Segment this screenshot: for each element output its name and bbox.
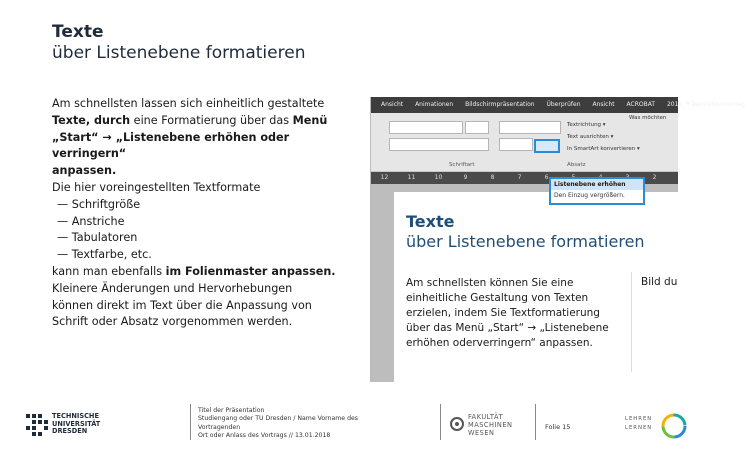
slide-title-line-1: Texte [406,212,455,231]
body-line [52,264,357,281]
tooltip-description: Den Einzug vergrößern. [554,192,625,199]
fak-line: MASCHINEN [468,421,513,429]
body-line: Die hier voreingestellten Textformate [52,180,261,194]
list-buttons[interactable] [499,121,561,134]
tu-line: TECHNISCHE [52,412,99,420]
align-buttons[interactable] [499,138,533,151]
ruler-number: 12 [380,174,389,181]
page-title [52,22,305,64]
font-format-row[interactable] [389,138,489,151]
group-label-absatz: Absatz [567,162,586,168]
tab-acrobat[interactable]: ACROBAT [626,101,656,108]
tu-line: UNIVERSITÄT [52,419,101,428]
slide-title-line-2: über Listenebene formatieren [406,232,645,251]
footer-divider [535,404,536,440]
title-line-2: über Listenebene formatieren [52,43,306,63]
smartart-button[interactable]: In SmartArt konvertieren ▾ [567,146,640,152]
ruler-number: 8 [490,174,495,181]
footer-info-line: Titel der Präsentation [198,407,265,414]
tooltip-title: Listenebene erhöhen [551,179,643,190]
list-item: — Schriftgröße [57,197,141,211]
slide-body: Am schnellsten können Sie eine einheitliche Gestaltung von Texten erzielen, indem Sie Textformatierung über das Menü „Start“ → „Listenebene erhöhen oderverringern“ anpassen. [406,277,609,349]
lehren-lernen-wordmark [625,415,652,433]
list-item: — Tabulatoren [57,231,138,245]
ldl-line: LEHREN [625,416,653,422]
ruler-number: 11 [407,174,416,181]
fak-line: WESEN [468,429,495,437]
body-line: Am schnellsten lassen sich einheitlich gestaltete [52,97,325,110]
slide-canvas [371,184,678,382]
ribbon-tab-bar [371,97,745,113]
fakultaet-gear-icon [448,413,466,435]
footer-divider [440,404,441,440]
list-item: — Textfarbe, etc. [57,248,152,262]
ruler-number: 9 [463,174,468,181]
ruler-number: 2 [652,174,657,181]
fak-line: FAKULTÄT [468,413,503,421]
tell-me-input[interactable]: Was möchten [629,115,667,121]
tab-ansicht-2[interactable]: Ansicht [592,101,615,108]
tab-animationen[interactable]: Animationen [415,101,454,108]
bold-text: Menü [292,113,328,127]
ldl-line: LERNEN [625,425,653,431]
bold-text: im Folienmaster anpassen. [165,264,336,278]
tu-dresden-wordmark [52,413,100,436]
footer-info-line: Studiengang oder TU Dresden / Name Vorname des [198,415,359,423]
title-line-1: Texte [52,22,104,42]
body-line: können direkt im Text über die Anpassung von [52,298,312,312]
ribbon-body [371,113,678,172]
body-text-span: eine Formatierung über das [130,113,293,127]
body-text [52,96,357,331]
ruler-number: 6 [544,174,549,181]
bold-text: Texte, durch [52,113,131,127]
body-line: anpassen. [52,164,117,178]
fakultaet-wordmark [468,413,512,437]
text-ausrichten-button[interactable]: Text ausrichten ▾ [567,134,614,140]
slide-side-text: Bild du [641,276,678,288]
slide-preview [394,192,684,382]
placeholder-divider [631,272,632,372]
ruler-number: 7 [517,174,522,181]
slide-title [406,212,645,252]
tu-line: DRESDEN [52,427,88,436]
list-item: — Anstriche [57,214,125,228]
footer-divider [190,404,191,440]
window-title: 2018_Präsentationsvorlag [666,101,745,108]
colorful-ring-logo-icon [660,412,688,440]
tab-ansicht[interactable]: Ansicht [381,101,404,108]
embedded-screenshot [370,97,745,382]
body-text-span: kann man ebenfalls [52,264,166,278]
font-size-select[interactable] [465,121,489,134]
ruler-number: 10 [434,174,443,181]
footer-info [198,407,358,440]
body-line: „Start“ → „Listenebene erhöhen oder verringern“ [52,130,290,161]
tab-ueberpruefen[interactable]: Überprüfen [546,101,581,108]
footer-info-line: Ort oder Anlass des Vortrags // 13.01.2018 [198,431,331,439]
body-line: Kleinere Änderungen und Hervorhebungen [52,281,293,295]
body-line [52,113,357,130]
tab-bildschirmpraesentation[interactable]: Bildschirmpräsentation [465,101,535,108]
textrichtung-button[interactable]: Textrichtung ▾ [567,122,606,128]
slide-number: Folie 15 [545,423,571,431]
listenebene-erhoehen-button[interactable] [534,139,560,153]
body-line: Schrift oder Absatz vorgenommen werden. [52,315,293,329]
tooltip [549,177,645,205]
footer-info-line: Vortragenden [198,423,241,431]
group-label-schriftart: Schriftart [449,162,475,168]
font-name-select[interactable] [389,121,463,134]
